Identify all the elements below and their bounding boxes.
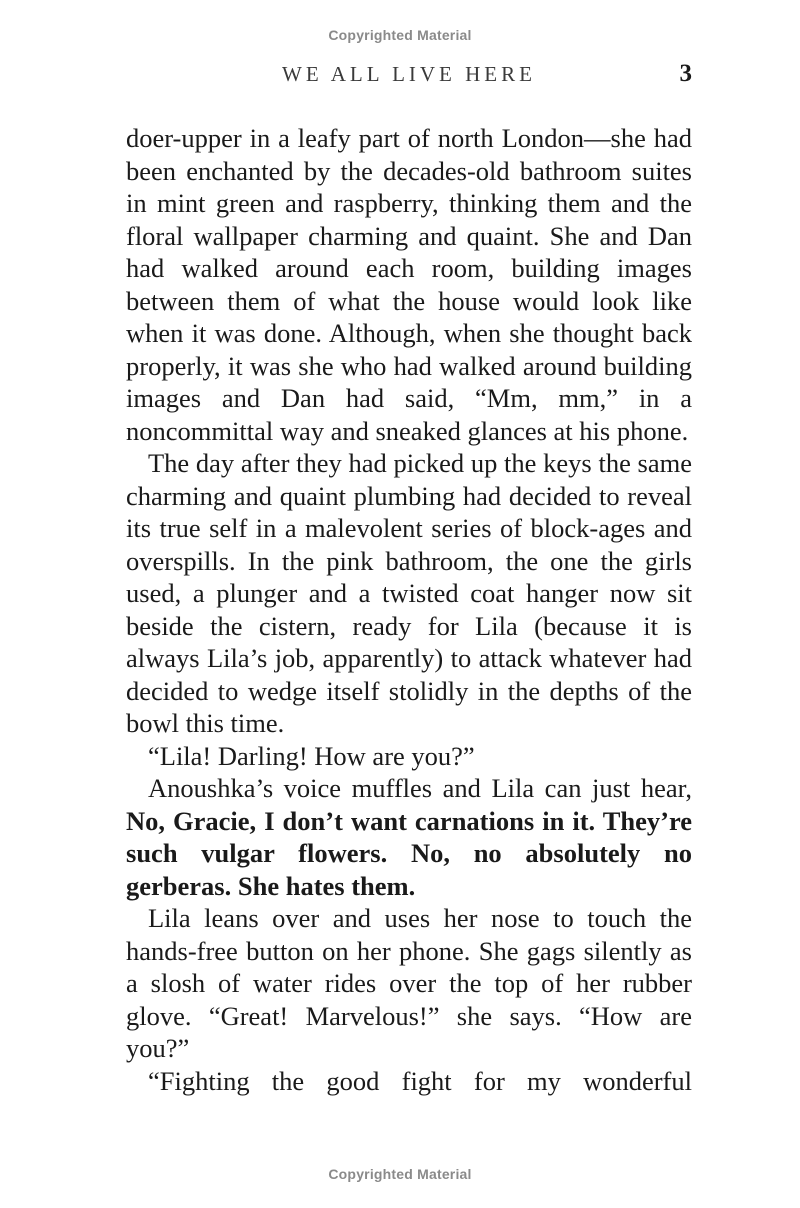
page-number: 3 [679, 60, 692, 87]
copyright-watermark-bottom: Copyrighted Material [328, 1166, 472, 1182]
paragraph-4 [126, 772, 692, 902]
book-title: WE ALL LIVE HERE [282, 62, 536, 86]
paragraph-4-bold-overheard: No, Gracie, I don’t want carnations in it. They’re such vulgar flowers. No, no absolutely no gerberas. She hates them. [126, 805, 692, 901]
paragraph-4-text: Anoushka’s voice muffles and Lila can just hear, [148, 773, 692, 803]
copyright-watermark-top: Copyrighted Material [328, 27, 472, 43]
paragraph-5: Lila leans over and uses her nose to touch the hands-free button on her phone. She gags silently as a slosh of water rides over the top of her rubber glove. “Great! Marvelous!” she says. “How are you?” [126, 903, 692, 1063]
running-head [126, 60, 692, 94]
paragraph-3-dialogue: “Lila! Darling! How are you?” [148, 740, 475, 771]
paragraph-2: The day after they had picked up the keys the same charming and quaint plumbing had decided to reveal its true self in a malevolent series of block-ages and overspills. In the pink bathroom, the one the girls used, a plunger and a twisted coat hanger now sit beside the cistern, ready for Lila (because it is always Lila’s job, apparently) to attack whatever had decided to wedge itself stolidly in the depths of the bowl this time. [126, 448, 692, 738]
paragraph-1: doer-upper in a leafy part of north London—she had been enchanted by the decades-old bathroom suites in mint green and raspberry, thinking them and the floral wallpaper charming and quaint. She and Dan had walked around each room, building images between them of what the house would look like when it was done. Although, when she thought back properly, it was she who had walked around building images and Dan had said, “Mm, mm,” in a noncommittal way and sneaked glances at his phone. [126, 123, 692, 446]
paragraph-6: “Fighting the good fight for my wonderful [148, 1065, 692, 1096]
body-text [126, 122, 692, 1097]
